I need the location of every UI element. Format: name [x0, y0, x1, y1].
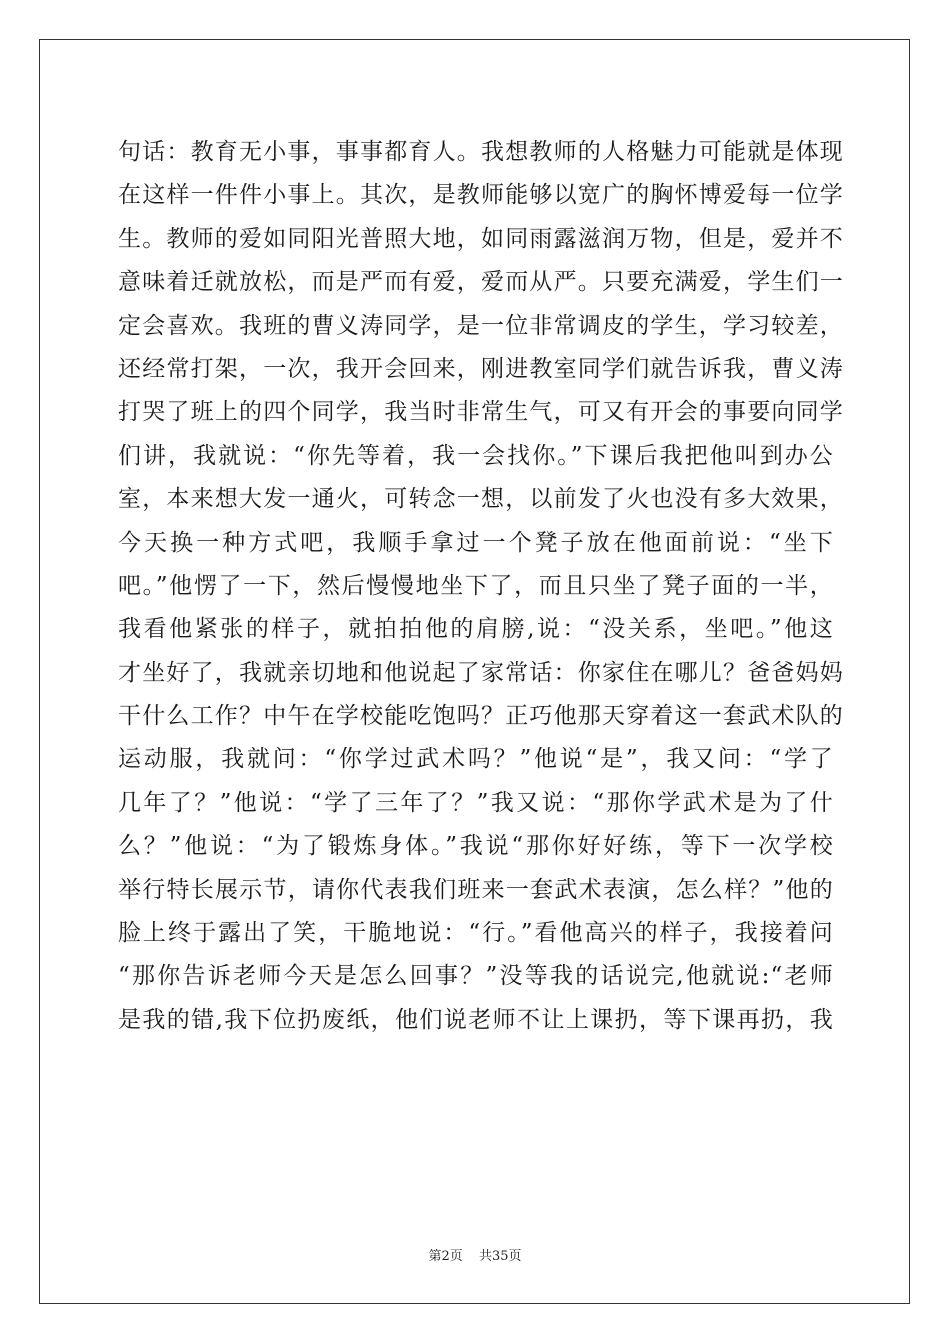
text-line: 意味着迁就放松，而是严而有爱，爱而从严。只要充满爱，学生们一: [118, 269, 844, 296]
text-line: 室，本来想大发一通火，可转念一想，以前发了火也没有多大效果，: [118, 486, 844, 513]
text-line: 生。教师的爱如同阳光普照大地，如同雨露滋润万物，但是，爱并不: [118, 225, 844, 252]
text-line: 句话：教育无小事，事事都育人。我想教师的人格魅力可能就是体现: [118, 139, 844, 165]
text-line: 运动服，我就问：“你学过武术吗？”他说“是”，我又问：“学了: [118, 746, 834, 773]
page-total: 共35页: [478, 1249, 522, 1264]
text-line: 定会喜欢。我班的曹义涛同学，是一位非常调皮的学生，学习较差，: [118, 312, 844, 339]
text-line: 在这样一件件小事上。其次，是教师能够以宽广的胸怀博爱每一位学: [118, 182, 844, 209]
text-line: 今天换一种方式吧，我顺手拿过一个凳子放在他面前说：“坐下: [118, 529, 834, 556]
text-line: 么？”他说：“为了锻炼身体。”我说“那你好好练，等下一次学校: [118, 833, 834, 860]
text-line: 干什么工作？中午在学校能吃饱吗？正巧他那天穿着这一套武术队的: [118, 703, 844, 730]
page-number: 第2页: [428, 1249, 463, 1264]
document-body: [118, 131, 844, 1042]
text-line: 举行特长展示节，请你代表我们班来一套武术表演，怎么样？”他的: [118, 876, 834, 903]
text-line: “那你告诉老师今天是怎么回事？”没等我的话说完,他就说:“老师: [118, 963, 834, 990]
text-line: 打哭了班上的四个同学，我当时非常生气，可又有开会的事要向同学: [118, 399, 844, 426]
text-line: 脸上终于露出了笑，干脆地说：“行。”看他高兴的样子，我接着问: [118, 920, 834, 947]
text-line: 是我的错,我下位扔废纸，他们说老师不让上课扔，等下课再扔，我: [118, 1006, 834, 1033]
text-line: 吧。”他愣了一下，然后慢慢地坐下了，而且只坐了凳子面的一半，: [118, 572, 834, 599]
text-line: 还经常打架，一次，我开会回来，刚进教室同学们就告诉我，曹义涛: [118, 355, 844, 382]
page-footer: [0, 1245, 950, 1264]
text-line: 才坐好了，我就亲切地和他说起了家常话：你家住在哪儿？爸爸妈妈: [118, 659, 844, 686]
text-line: 我看他紧张的样子，就拍拍他的肩膀,说：“没关系，坐吧。”他这: [118, 616, 834, 643]
text-line: 们讲，我就说：“你先等着，我一会找你。”下课后我把他叫到办公: [118, 442, 834, 469]
text-line: 几年了？”他说：“学了三年了？”我又说：“那你学武术是为了什: [118, 789, 834, 816]
